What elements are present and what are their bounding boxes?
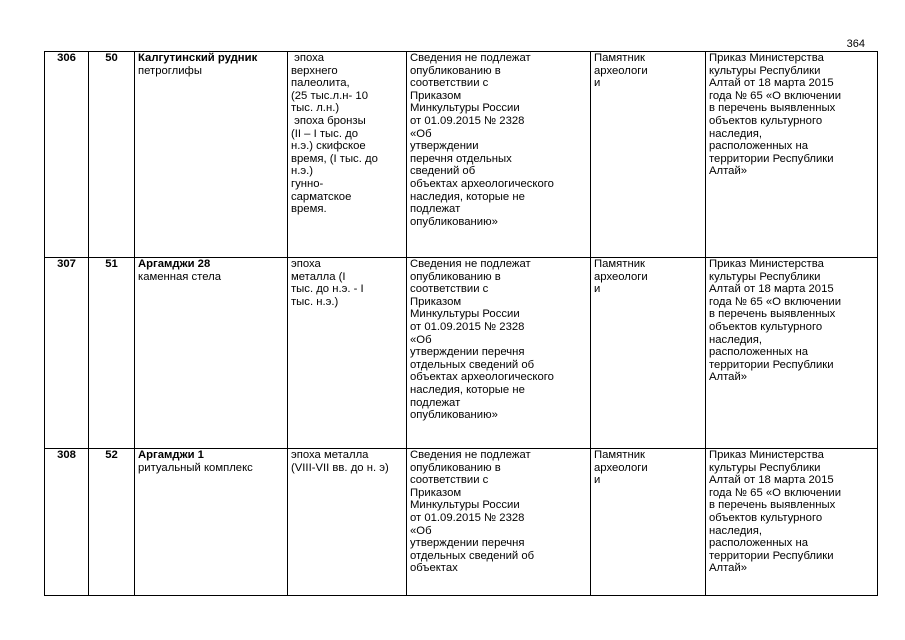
publication-info-line: Сведения не подлежат — [410, 52, 531, 64]
object-name: Аргамджи 1 — [138, 449, 204, 461]
document-line: объектов культурного — [709, 511, 823, 524]
publication-info-line: отдельных сведений об — [410, 549, 535, 562]
item-number: 51 — [89, 258, 135, 449]
category-cell — [591, 52, 706, 258]
item-number: 50 — [89, 52, 135, 258]
publication-info-line: объектах археологического — [410, 177, 554, 190]
object-name: Аргамджи 28 — [138, 258, 211, 270]
row-number: 308 — [45, 449, 89, 596]
publication-info-line: Приказом — [410, 295, 462, 308]
publication-info-line: Приказом — [410, 486, 462, 499]
publication-info-cell — [407, 449, 591, 596]
category-line: и — [594, 474, 601, 487]
dating-line: время. — [291, 203, 327, 216]
document-line: Приказ Министерства — [709, 258, 824, 270]
publication-info-line: Минкультуры России — [410, 102, 520, 115]
object-type: каменная стела — [138, 270, 222, 283]
publication-info-line: «Об — [410, 524, 432, 537]
category-line: Памятник — [594, 449, 645, 461]
object-type: ритуальный комплекс — [138, 461, 253, 474]
category-line: и — [594, 77, 601, 90]
publication-info-line: наследия, которые не — [410, 383, 525, 396]
document-line: расположенных на — [709, 346, 808, 359]
dating-line: эпоха — [291, 258, 321, 270]
item-number: 52 — [89, 449, 135, 596]
object-cell — [135, 449, 288, 596]
category-line: археологи — [594, 64, 648, 77]
table-row — [45, 449, 878, 596]
publication-info-line: сведений об — [410, 165, 476, 178]
category-line: и — [594, 283, 601, 296]
publication-info-line: перечня отдельных — [410, 152, 512, 165]
publication-info-line: «Об — [410, 127, 432, 140]
publication-info-line: объектах — [410, 562, 458, 575]
publication-info-line: Минкультуры России — [410, 308, 520, 321]
publication-info-line: Минкультуры России — [410, 499, 520, 512]
object-cell — [135, 258, 288, 449]
dating-line: сарматское — [291, 190, 352, 203]
document-line: Алтай от 18 марта 2015 — [709, 77, 834, 90]
dating-line: металла (I — [291, 270, 346, 283]
document-line: культуры Республики — [709, 461, 821, 474]
dating-line: палеолита, — [291, 77, 350, 90]
publication-info-line: утверждении — [410, 140, 479, 153]
dating-cell — [288, 258, 407, 449]
document-line: Приказ Министерства — [709, 52, 824, 64]
publication-info-line: подлежат — [410, 396, 461, 409]
publication-info-line: утверждении перечня — [410, 537, 525, 550]
dating-line: эпоха — [291, 52, 324, 64]
publication-info-line: соответствии с — [410, 283, 489, 296]
document-line: года № 65 «О включении — [709, 89, 842, 102]
document-cell — [706, 449, 878, 596]
page-number: 364 — [846, 38, 865, 50]
document-line: наследия, — [709, 333, 762, 346]
publication-info-line: утверждении перечня — [410, 346, 525, 359]
publication-info-line: от 01.09.2015 № 2328 — [410, 511, 525, 524]
row-number: 307 — [45, 258, 89, 449]
object-type: петроглифы — [138, 64, 202, 77]
dating-cell — [288, 52, 407, 258]
document-line: расположенных на — [709, 140, 808, 153]
publication-info-line: наследия, которые не — [410, 190, 525, 203]
dating-line: (VIII-VII вв. до н. э) — [291, 461, 389, 474]
publication-info-line: подлежат — [410, 203, 461, 216]
category-cell — [591, 449, 706, 596]
publication-info-line: от 01.09.2015 № 2328 — [410, 320, 525, 333]
dating-line: эпоха бронзы — [291, 114, 366, 127]
publication-info-line: соответствии с — [410, 77, 489, 90]
publication-info-line: Приказом — [410, 89, 462, 102]
document-line: Алтай» — [709, 562, 748, 575]
table-row — [45, 52, 878, 258]
category-line: археологи — [594, 461, 648, 474]
category-line: Памятник — [594, 258, 645, 270]
publication-info-line: опубликованию» — [410, 215, 498, 228]
document-line: года № 65 «О включении — [709, 486, 842, 499]
document-line: Алтай от 18 марта 2015 — [709, 474, 834, 487]
document-line: Алтай» — [709, 165, 748, 178]
dating-line: (25 тыс.л.н- 10 — [291, 89, 368, 102]
publication-info-line: объектах археологического — [410, 371, 554, 384]
publication-info-cell — [407, 258, 591, 449]
publication-info-line: «Об — [410, 333, 432, 346]
object-name: Калгутинский рудник — [138, 52, 258, 64]
publication-info-cell — [407, 52, 591, 258]
publication-info-line: отдельных сведений об — [410, 358, 535, 371]
dating-line: гунно- — [291, 177, 324, 190]
document-line: территории Республики — [709, 152, 834, 165]
dating-cell — [288, 449, 407, 596]
dating-line: эпоха металла — [291, 449, 369, 461]
object-cell — [135, 52, 288, 258]
document-line: территории Республики — [709, 549, 834, 562]
dating-line: н.э.) — [291, 165, 314, 178]
document-line: культуры Республики — [709, 64, 821, 77]
document-line: наследия, — [709, 127, 762, 140]
document-line: объектов культурного — [709, 114, 823, 127]
publication-info-line: опубликованию в — [410, 461, 501, 474]
document-line: Алтай от 18 марта 2015 — [709, 283, 834, 296]
dating-line: тыс. л.н.) — [291, 102, 340, 115]
dating-line: тыс. до н.э. - I — [291, 283, 364, 296]
document-line: объектов культурного — [709, 320, 823, 333]
document-cell — [706, 258, 878, 449]
category-cell — [591, 258, 706, 449]
publication-info-line: опубликованию в — [410, 270, 501, 283]
publication-info-line: от 01.09.2015 № 2328 — [410, 114, 525, 127]
dating-line: н.э.) скифское — [291, 140, 366, 153]
document-line: в перечень выявленных — [709, 102, 836, 115]
dating-line: тыс. н.э.) — [291, 295, 339, 308]
dating-line: (II – I тыс. до — [291, 127, 358, 140]
heritage-registry-table — [44, 51, 878, 596]
document-line: территории Республики — [709, 358, 834, 371]
document-line: в перечень выявленных — [709, 308, 836, 321]
category-line: Памятник — [594, 52, 645, 64]
table-row — [45, 258, 878, 449]
publication-info-line: Сведения не подлежат — [410, 449, 531, 461]
publication-info-line: соответствии с — [410, 474, 489, 487]
document-line: культуры Республики — [709, 270, 821, 283]
document-line: наследия, — [709, 524, 762, 537]
document-line: расположенных на — [709, 537, 808, 550]
document-line: Приказ Министерства — [709, 449, 824, 461]
publication-info-line: опубликованию в — [410, 64, 501, 77]
document-line: в перечень выявленных — [709, 499, 836, 512]
publication-info-line: опубликованию» — [410, 409, 498, 422]
document-cell — [706, 52, 878, 258]
category-line: археологи — [594, 270, 648, 283]
document-line: Алтай» — [709, 371, 748, 384]
row-number: 306 — [45, 52, 89, 258]
publication-info-line: Сведения не подлежат — [410, 258, 531, 270]
dating-line: время, (I тыс. до — [291, 152, 378, 165]
document-line: года № 65 «О включении — [709, 295, 842, 308]
dating-line: верхнего — [291, 64, 338, 77]
